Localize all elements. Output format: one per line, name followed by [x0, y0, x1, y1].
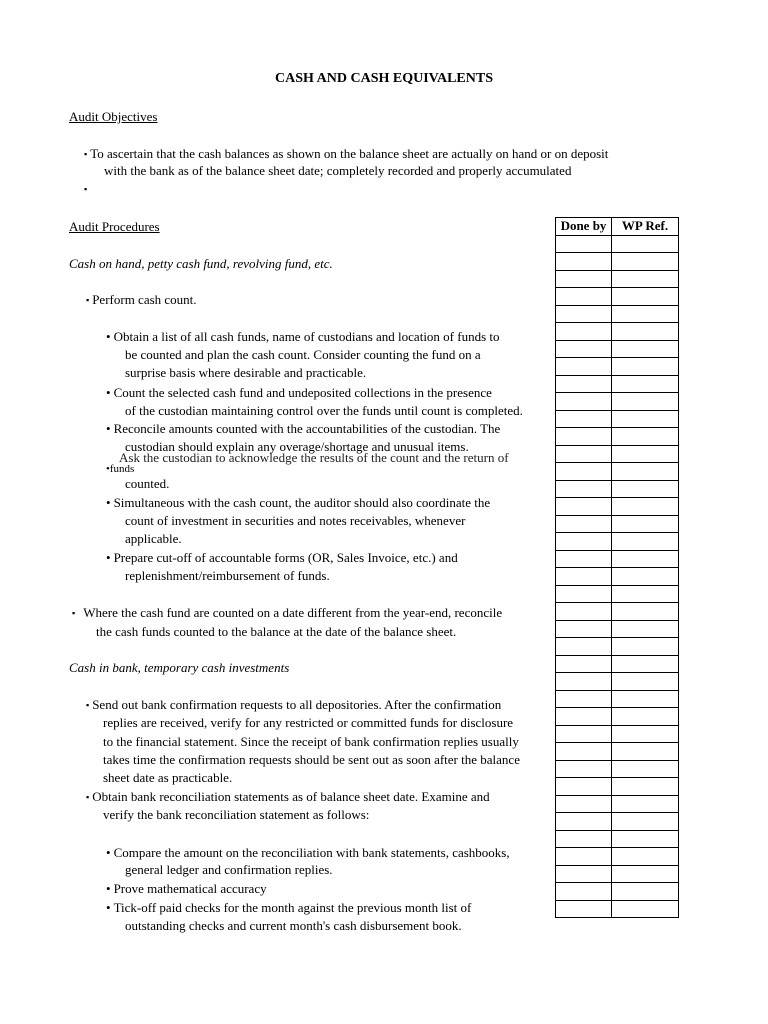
wp-ref-cell[interactable]	[612, 410, 679, 428]
done-by-cell[interactable]	[556, 568, 612, 586]
done-by-cell[interactable]	[556, 393, 612, 411]
table-row	[556, 550, 679, 568]
page-title: CASH AND CASH EQUIVALENTS	[275, 71, 493, 86]
done-by-cell[interactable]	[556, 550, 612, 568]
wp-ref-cell[interactable]	[612, 760, 679, 778]
wp-ref-cell[interactable]	[612, 428, 679, 446]
wp-ref-cell[interactable]	[612, 830, 679, 848]
table-row	[556, 480, 679, 498]
wp-ref-cell[interactable]	[612, 725, 679, 743]
table-row	[556, 620, 679, 638]
table-row	[556, 463, 679, 481]
wp-ref-cell[interactable]	[612, 550, 679, 568]
wp-ref-cell[interactable]	[612, 900, 679, 918]
done-by-cell[interactable]	[556, 620, 612, 638]
table-row	[556, 585, 679, 603]
done-by-cell[interactable]	[556, 638, 612, 656]
audit-procedures-heading: Audit Procedures	[69, 219, 160, 234]
wp-ref-cell[interactable]	[612, 270, 679, 288]
wp-ref-cell[interactable]	[612, 568, 679, 586]
done-by-cell[interactable]	[556, 900, 612, 918]
wp-ref-cell[interactable]	[612, 585, 679, 603]
wp-ref-cell[interactable]	[612, 883, 679, 901]
wp-ref-cell[interactable]	[612, 305, 679, 323]
done-by-cell[interactable]	[556, 340, 612, 358]
table-row	[556, 638, 679, 656]
wp-ref-cell[interactable]	[612, 340, 679, 358]
audit-objectives-heading: Audit Objectives	[69, 109, 158, 124]
table-row	[556, 603, 679, 621]
table-row	[556, 323, 679, 341]
table-row	[556, 900, 679, 918]
wp-ref-cell[interactable]	[612, 463, 679, 481]
wp-ref-cell[interactable]	[612, 498, 679, 516]
wp-ref-cell[interactable]	[612, 393, 679, 411]
done-by-cell[interactable]	[556, 883, 612, 901]
done-by-header: Done by	[556, 218, 612, 236]
wp-ref-cell[interactable]	[612, 445, 679, 463]
table-row	[556, 358, 679, 376]
wp-ref-cell[interactable]	[612, 743, 679, 761]
wp-ref-cell[interactable]	[612, 358, 679, 376]
table-row	[556, 708, 679, 726]
table-row	[556, 848, 679, 866]
done-by-cell[interactable]	[556, 865, 612, 883]
wp-ref-cell[interactable]	[612, 620, 679, 638]
done-by-cell[interactable]	[556, 270, 612, 288]
done-by-cell[interactable]	[556, 253, 612, 271]
wp-ref-cell[interactable]	[612, 708, 679, 726]
done-by-cell[interactable]	[556, 428, 612, 446]
table-row	[556, 235, 679, 253]
workpaper-table	[555, 217, 679, 918]
wp-ref-cell[interactable]	[612, 375, 679, 393]
section-cash-on-hand: Cash on hand, petty cash fund, revolving fund, etc.	[69, 256, 333, 271]
table-row	[556, 515, 679, 533]
wp-ref-cell[interactable]	[612, 690, 679, 708]
done-by-cell[interactable]	[556, 463, 612, 481]
table-row	[556, 743, 679, 761]
done-by-cell[interactable]	[556, 725, 612, 743]
table-row	[556, 375, 679, 393]
table-row	[556, 865, 679, 883]
done-by-cell[interactable]	[556, 445, 612, 463]
done-by-cell[interactable]	[556, 813, 612, 831]
wp-ref-cell[interactable]	[612, 655, 679, 673]
table-row	[556, 725, 679, 743]
table-row	[556, 445, 679, 463]
table-row	[556, 673, 679, 691]
table-row	[556, 270, 679, 288]
done-by-cell[interactable]	[556, 830, 612, 848]
table-row	[556, 498, 679, 516]
wp-ref-cell[interactable]	[612, 848, 679, 866]
done-by-cell[interactable]	[556, 480, 612, 498]
table-row	[556, 305, 679, 323]
wp-ref-cell[interactable]	[612, 515, 679, 533]
table-row	[556, 340, 679, 358]
done-by-cell[interactable]	[556, 655, 612, 673]
wp-ref-cell[interactable]	[612, 480, 679, 498]
done-by-cell[interactable]	[556, 708, 612, 726]
done-by-cell[interactable]	[556, 305, 612, 323]
done-by-cell[interactable]	[556, 515, 612, 533]
procedure-prove: • Prove mathematical accuracy	[106, 881, 267, 896]
done-by-cell[interactable]	[556, 533, 612, 551]
table-row	[556, 760, 679, 778]
table-row	[556, 830, 679, 848]
table-row	[556, 393, 679, 411]
section-cash-in-bank: Cash in bank, temporary cash investments	[69, 660, 290, 675]
done-by-cell[interactable]	[556, 323, 612, 341]
done-by-cell[interactable]	[556, 673, 612, 691]
done-by-cell[interactable]	[556, 358, 612, 376]
done-by-cell[interactable]	[556, 690, 612, 708]
wp-ref-cell[interactable]	[612, 253, 679, 271]
done-by-cell[interactable]	[556, 235, 612, 253]
table-row	[556, 533, 679, 551]
done-by-cell[interactable]	[556, 288, 612, 306]
done-by-cell[interactable]	[556, 585, 612, 603]
wp-ref-cell[interactable]	[612, 778, 679, 796]
table-row	[556, 795, 679, 813]
done-by-cell[interactable]	[556, 848, 612, 866]
wp-ref-cell[interactable]	[612, 235, 679, 253]
table-row	[556, 883, 679, 901]
wp-ref-cell[interactable]	[612, 288, 679, 306]
wp-ref-cell[interactable]	[612, 673, 679, 691]
table-row	[556, 655, 679, 673]
wp-ref-cell[interactable]	[612, 813, 679, 831]
table-row	[556, 428, 679, 446]
table-row	[556, 568, 679, 586]
table-row	[556, 813, 679, 831]
wp-ref-cell[interactable]	[612, 533, 679, 551]
table-row	[556, 778, 679, 796]
done-by-cell[interactable]	[556, 375, 612, 393]
wp-ref-cell[interactable]	[612, 638, 679, 656]
done-by-cell[interactable]	[556, 410, 612, 428]
wp-ref-cell[interactable]	[612, 323, 679, 341]
done-by-cell[interactable]	[556, 760, 612, 778]
procedure-perform: ▪ Perform cash count.	[86, 292, 197, 307]
wp-ref-header: WP Ref.	[612, 218, 679, 236]
wp-ref-cell[interactable]	[612, 603, 679, 621]
done-by-cell[interactable]	[556, 498, 612, 516]
table-row	[556, 253, 679, 271]
done-by-cell[interactable]	[556, 743, 612, 761]
done-by-cell[interactable]	[556, 795, 612, 813]
done-by-cell[interactable]	[556, 603, 612, 621]
table-row	[556, 410, 679, 428]
table-row	[556, 288, 679, 306]
wp-ref-cell[interactable]	[612, 865, 679, 883]
table-row	[556, 690, 679, 708]
wp-ref-cell[interactable]	[612, 795, 679, 813]
done-by-cell[interactable]	[556, 778, 612, 796]
